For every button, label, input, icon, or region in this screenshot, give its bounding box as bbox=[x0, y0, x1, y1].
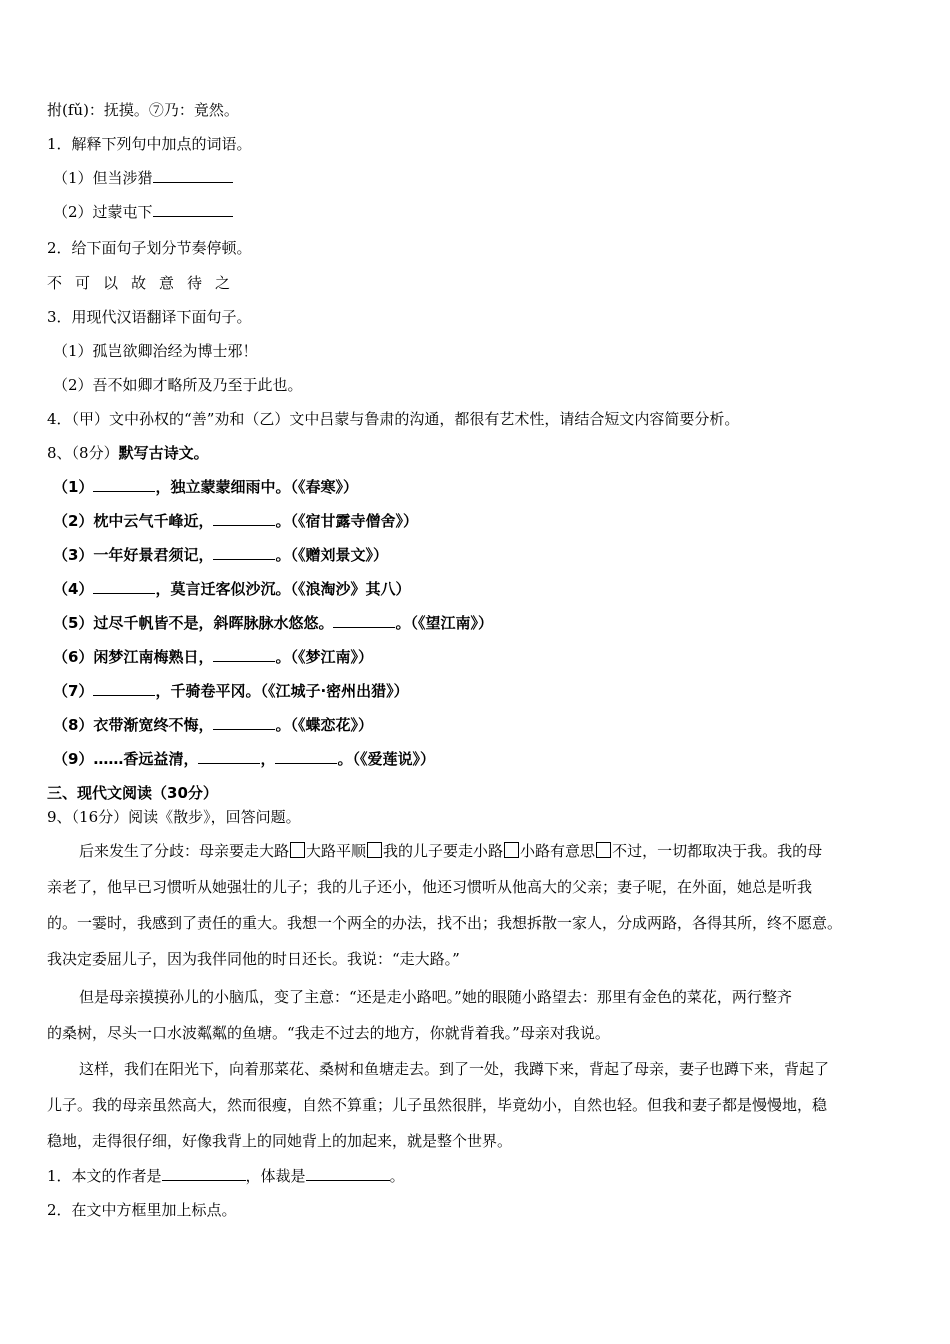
passage-text: 的桑树，尽头一口水波粼粼的鱼塘。“我走不过去的地方，你就背着我。”母亲对我说。 bbox=[47, 1024, 610, 1042]
item-text: （6）闲梦江南梅熟日， bbox=[53, 648, 214, 666]
punctuation-box[interactable] bbox=[504, 842, 519, 858]
item-text: 。（《梦江南》） bbox=[275, 648, 373, 666]
author-blank[interactable] bbox=[162, 1165, 246, 1181]
item-text: 。（《宿甘露寺僧舍》） bbox=[275, 512, 418, 530]
item-text: ，独立蒙蒙细雨中。（《春寒》） bbox=[155, 478, 358, 496]
q8-item-7 bbox=[53, 680, 920, 702]
item-text: （2）枕中云气千峰近， bbox=[53, 512, 214, 530]
q8-item-1 bbox=[53, 476, 920, 498]
q8-item-5 bbox=[53, 612, 920, 634]
item-text: 。（《爱莲说》） bbox=[337, 750, 435, 768]
q9-header: 9、（16分）阅读《散步》，回答问题。 bbox=[47, 808, 301, 826]
item-text: 。（《赠刘景文》） bbox=[275, 546, 388, 564]
question-2: 2．给下面句子划分节奏停顿。 bbox=[47, 239, 252, 257]
passage-text: 儿子。我的母亲虽然高大，然而很瘦，自然不算重；儿子虽然很胖，毕竟幼小，自然也轻。但我和妻子都是慢慢地，稳 bbox=[47, 1096, 828, 1114]
answer-blank[interactable] bbox=[213, 544, 275, 560]
item-text: （8）衣带渐宽终不悔， bbox=[53, 716, 214, 734]
q8-item-4 bbox=[53, 578, 920, 600]
item-text: （3）一年好景君须记， bbox=[53, 546, 214, 564]
answer-blank[interactable] bbox=[153, 201, 233, 217]
question-3-2: （2）吾不如卿才略所及乃至于此也。 bbox=[53, 376, 303, 394]
item-text: （9）……香远益清， bbox=[53, 750, 199, 768]
question-4: 4．（甲）文中孙权的“善”劝和（乙）文中吕蒙与鲁肃的沟通，都很有艺术性，请结合短文内容简要分析。 bbox=[47, 410, 740, 428]
q9-question-1 bbox=[47, 1165, 920, 1187]
item-text: ，千骑卷平冈。（《江城子·密州出猎》） bbox=[155, 682, 409, 700]
question-text: （2）过蒙屯下 bbox=[53, 203, 153, 221]
q8-item-8 bbox=[53, 714, 920, 736]
passage-text: 亲老了，他早已习惯听从她强壮的儿子；我的儿子还小，他还习惯听从他高大的父亲；妻子呢，在外面，她总是听我 bbox=[47, 878, 813, 896]
answer-blank[interactable] bbox=[93, 680, 155, 696]
question-3-1: （1）孤岂欲卿治经为博士邪！ bbox=[53, 342, 258, 360]
q8-prefix: 8、（8分） bbox=[47, 444, 119, 462]
item-text: 。（《蝶恋花》） bbox=[275, 716, 373, 734]
passage-text: 后来发生了分歧：母亲要走大路 bbox=[79, 842, 290, 860]
q9-question-2: 2．在文中方框里加上标点。 bbox=[47, 1201, 237, 1219]
passage-paragraph-3 bbox=[47, 1051, 917, 1159]
punctuation-box[interactable] bbox=[290, 842, 305, 858]
annotation-note: 拊(fǔ)：抚摸。⑦乃：竟然。 bbox=[47, 101, 239, 119]
punctuation-box[interactable] bbox=[367, 842, 382, 858]
item-text: （1） bbox=[53, 478, 94, 496]
answer-blank[interactable] bbox=[333, 612, 395, 628]
genre-blank[interactable] bbox=[306, 1165, 390, 1181]
answer-blank[interactable] bbox=[153, 167, 233, 183]
answer-blank[interactable] bbox=[198, 748, 260, 764]
passage-paragraph-1 bbox=[47, 833, 917, 977]
passage-text: 小路有意思 bbox=[520, 842, 596, 860]
punctuation-box[interactable] bbox=[596, 842, 611, 858]
passage-paragraph-2 bbox=[47, 979, 917, 1051]
item-text: （4） bbox=[53, 580, 94, 598]
q8-item-2 bbox=[53, 510, 920, 532]
q8-header bbox=[47, 442, 920, 464]
q8-item-6 bbox=[53, 646, 920, 668]
question-1: 1．解释下列句中加点的词语。 bbox=[47, 135, 252, 153]
passage-text: 稳地，走得很仔细，好像我背上的同她背上的加起来，就是整个世界。 bbox=[47, 1132, 513, 1150]
item-text: （7） bbox=[53, 682, 94, 700]
question-text: 1．本文的作者是 bbox=[47, 1167, 162, 1185]
item-text: ， bbox=[260, 750, 276, 768]
rhythm-sentence: 不可以故意待之 bbox=[47, 274, 244, 292]
passage-text: 我的儿子要走小路 bbox=[383, 842, 504, 860]
answer-blank[interactable] bbox=[93, 476, 155, 492]
question-text: 。 bbox=[389, 1167, 405, 1185]
q8-item-9 bbox=[53, 748, 920, 770]
question-text: ，体裁是 bbox=[245, 1167, 306, 1185]
item-text: ，莫言迁客似沙沉。（《浪淘沙》其八） bbox=[155, 580, 411, 598]
passage-text: 不过，一切都取决于我。我的母 bbox=[612, 842, 823, 860]
q8-item-3 bbox=[53, 544, 920, 566]
item-text: 。（《望江南》） bbox=[395, 614, 493, 632]
answer-blank[interactable] bbox=[213, 714, 275, 730]
q8-title: 默写古诗文。 bbox=[118, 444, 209, 462]
answer-blank[interactable] bbox=[93, 578, 155, 594]
passage-text: 大路平顺 bbox=[306, 842, 367, 860]
passage-text: 但是母亲摸摸孙儿的小脑瓜，变了主意：“还是走小路吧。”她的眼随小路望去：那里有金色的菜花，两行整齐 bbox=[79, 988, 792, 1006]
question-1-1 bbox=[53, 167, 920, 189]
passage-text: 这样，我们在阳光下，向着那菜花、桑树和鱼塘走去。到了一处，我蹲下来，背起了母亲，妻子也蹲下来，背起了 bbox=[79, 1060, 830, 1078]
question-3: 3．用现代汉语翻译下面句子。 bbox=[47, 308, 252, 326]
answer-blank[interactable] bbox=[275, 748, 337, 764]
item-text: （5）过尽千帆皆不是，斜晖脉脉水悠悠。 bbox=[53, 614, 334, 632]
passage-text: 的。一霎时，我感到了责任的重大。我想一个两全的办法，找不出；我想拆散一家人，分成两路，各得其所，终不愿意。 bbox=[47, 914, 843, 932]
passage-text: 我决定委屈儿子，因为我伴同他的时日还长。我说：“走大路。” bbox=[47, 950, 460, 968]
answer-blank[interactable] bbox=[213, 510, 275, 526]
question-1-2 bbox=[53, 201, 920, 223]
answer-blank[interactable] bbox=[213, 646, 275, 662]
section-title: 三、现代文阅读（30分） bbox=[47, 784, 218, 802]
question-text: （1）但当涉猎 bbox=[53, 169, 153, 187]
